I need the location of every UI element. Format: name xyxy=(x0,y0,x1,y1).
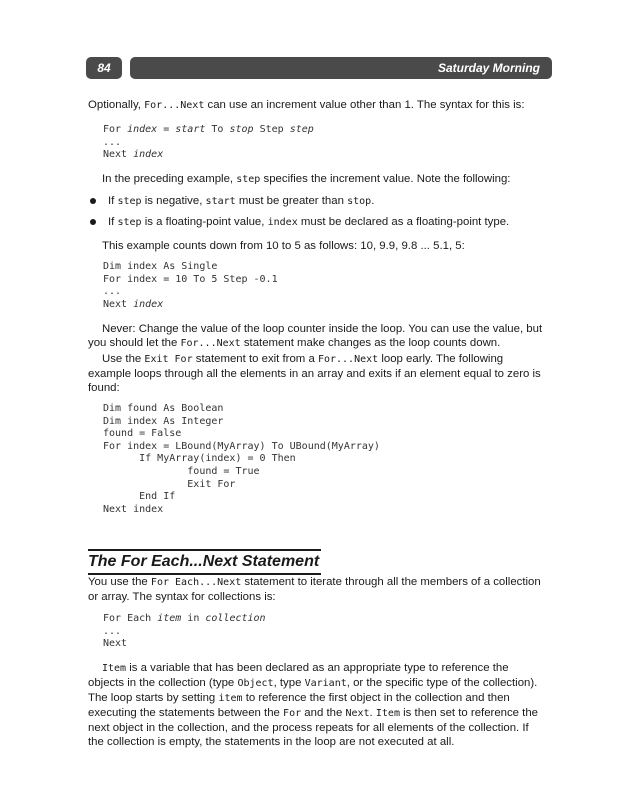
page-number: 84 xyxy=(86,57,122,79)
section-heading: The For Each...Next Statement xyxy=(88,549,321,575)
code-block-for-each: For Each item in collection ... Next xyxy=(103,613,266,650)
code-block-syntax: For index = start To stop Step step ... Next index xyxy=(103,124,314,161)
bullet-item: If step is a floating-point value, index must be declared as a floating-point type. xyxy=(88,215,545,230)
paragraph-exit-for: Use the Exit For statement to exit from a For...Next loop early. The following example loops through all the elements in an array and exits if an element equal to zero is found: xyxy=(88,353,541,394)
paragraph-never: Never: Change the value of the loop counter inside the loop. You can use the value, but you should let the For...Next statement make changes as the loop counts down. xyxy=(88,323,543,349)
running-head: Saturday Morning xyxy=(130,57,552,79)
page-header xyxy=(86,57,552,79)
code-block-exit-for: Dim found As Boolean Dim index As Integer found = False For index = LBound(MyArray) To UBound(MyArray) If MyArray(index) = 0 Then found = True Exit For End If Next index xyxy=(103,403,380,515)
paragraph-step-note: In the preceding example, step specifies the increment value. Note the following: xyxy=(102,173,511,185)
code-block-countdown: Dim index As Single For index = 10 To 5 Step -0.1 ... Next index xyxy=(103,261,278,310)
bullet-item: If step is negative, start must be greater than stop. xyxy=(88,194,545,209)
paragraph-increment-intro: Optionally, For...Next can use an increment value other than 1. The syntax for this is: xyxy=(88,99,525,111)
paragraph-item-explanation: Item is a variable that has been declared as an appropriate type to reference the objects in the collection (type Object, type Variant, or the specific type of the collection). The loop starts by setting item to reference the first object in the collection and then executing the statements between the For and the Next. Item is then set to reference the next object in the collection, and the process repeats for all elements of the collection. If the collection is empty, the statements in the loop are not executed at all. xyxy=(88,662,539,748)
bullet-list xyxy=(88,194,545,236)
paragraph-countdown: This example counts down from 10 to 5 as follows: 10, 9.9, 9.8 ... 5.1, 5: xyxy=(102,240,465,252)
paragraph-for-each-intro: You use the For Each...Next statement to iterate through all the members of a collection or array. The syntax for collections is: xyxy=(88,576,541,603)
